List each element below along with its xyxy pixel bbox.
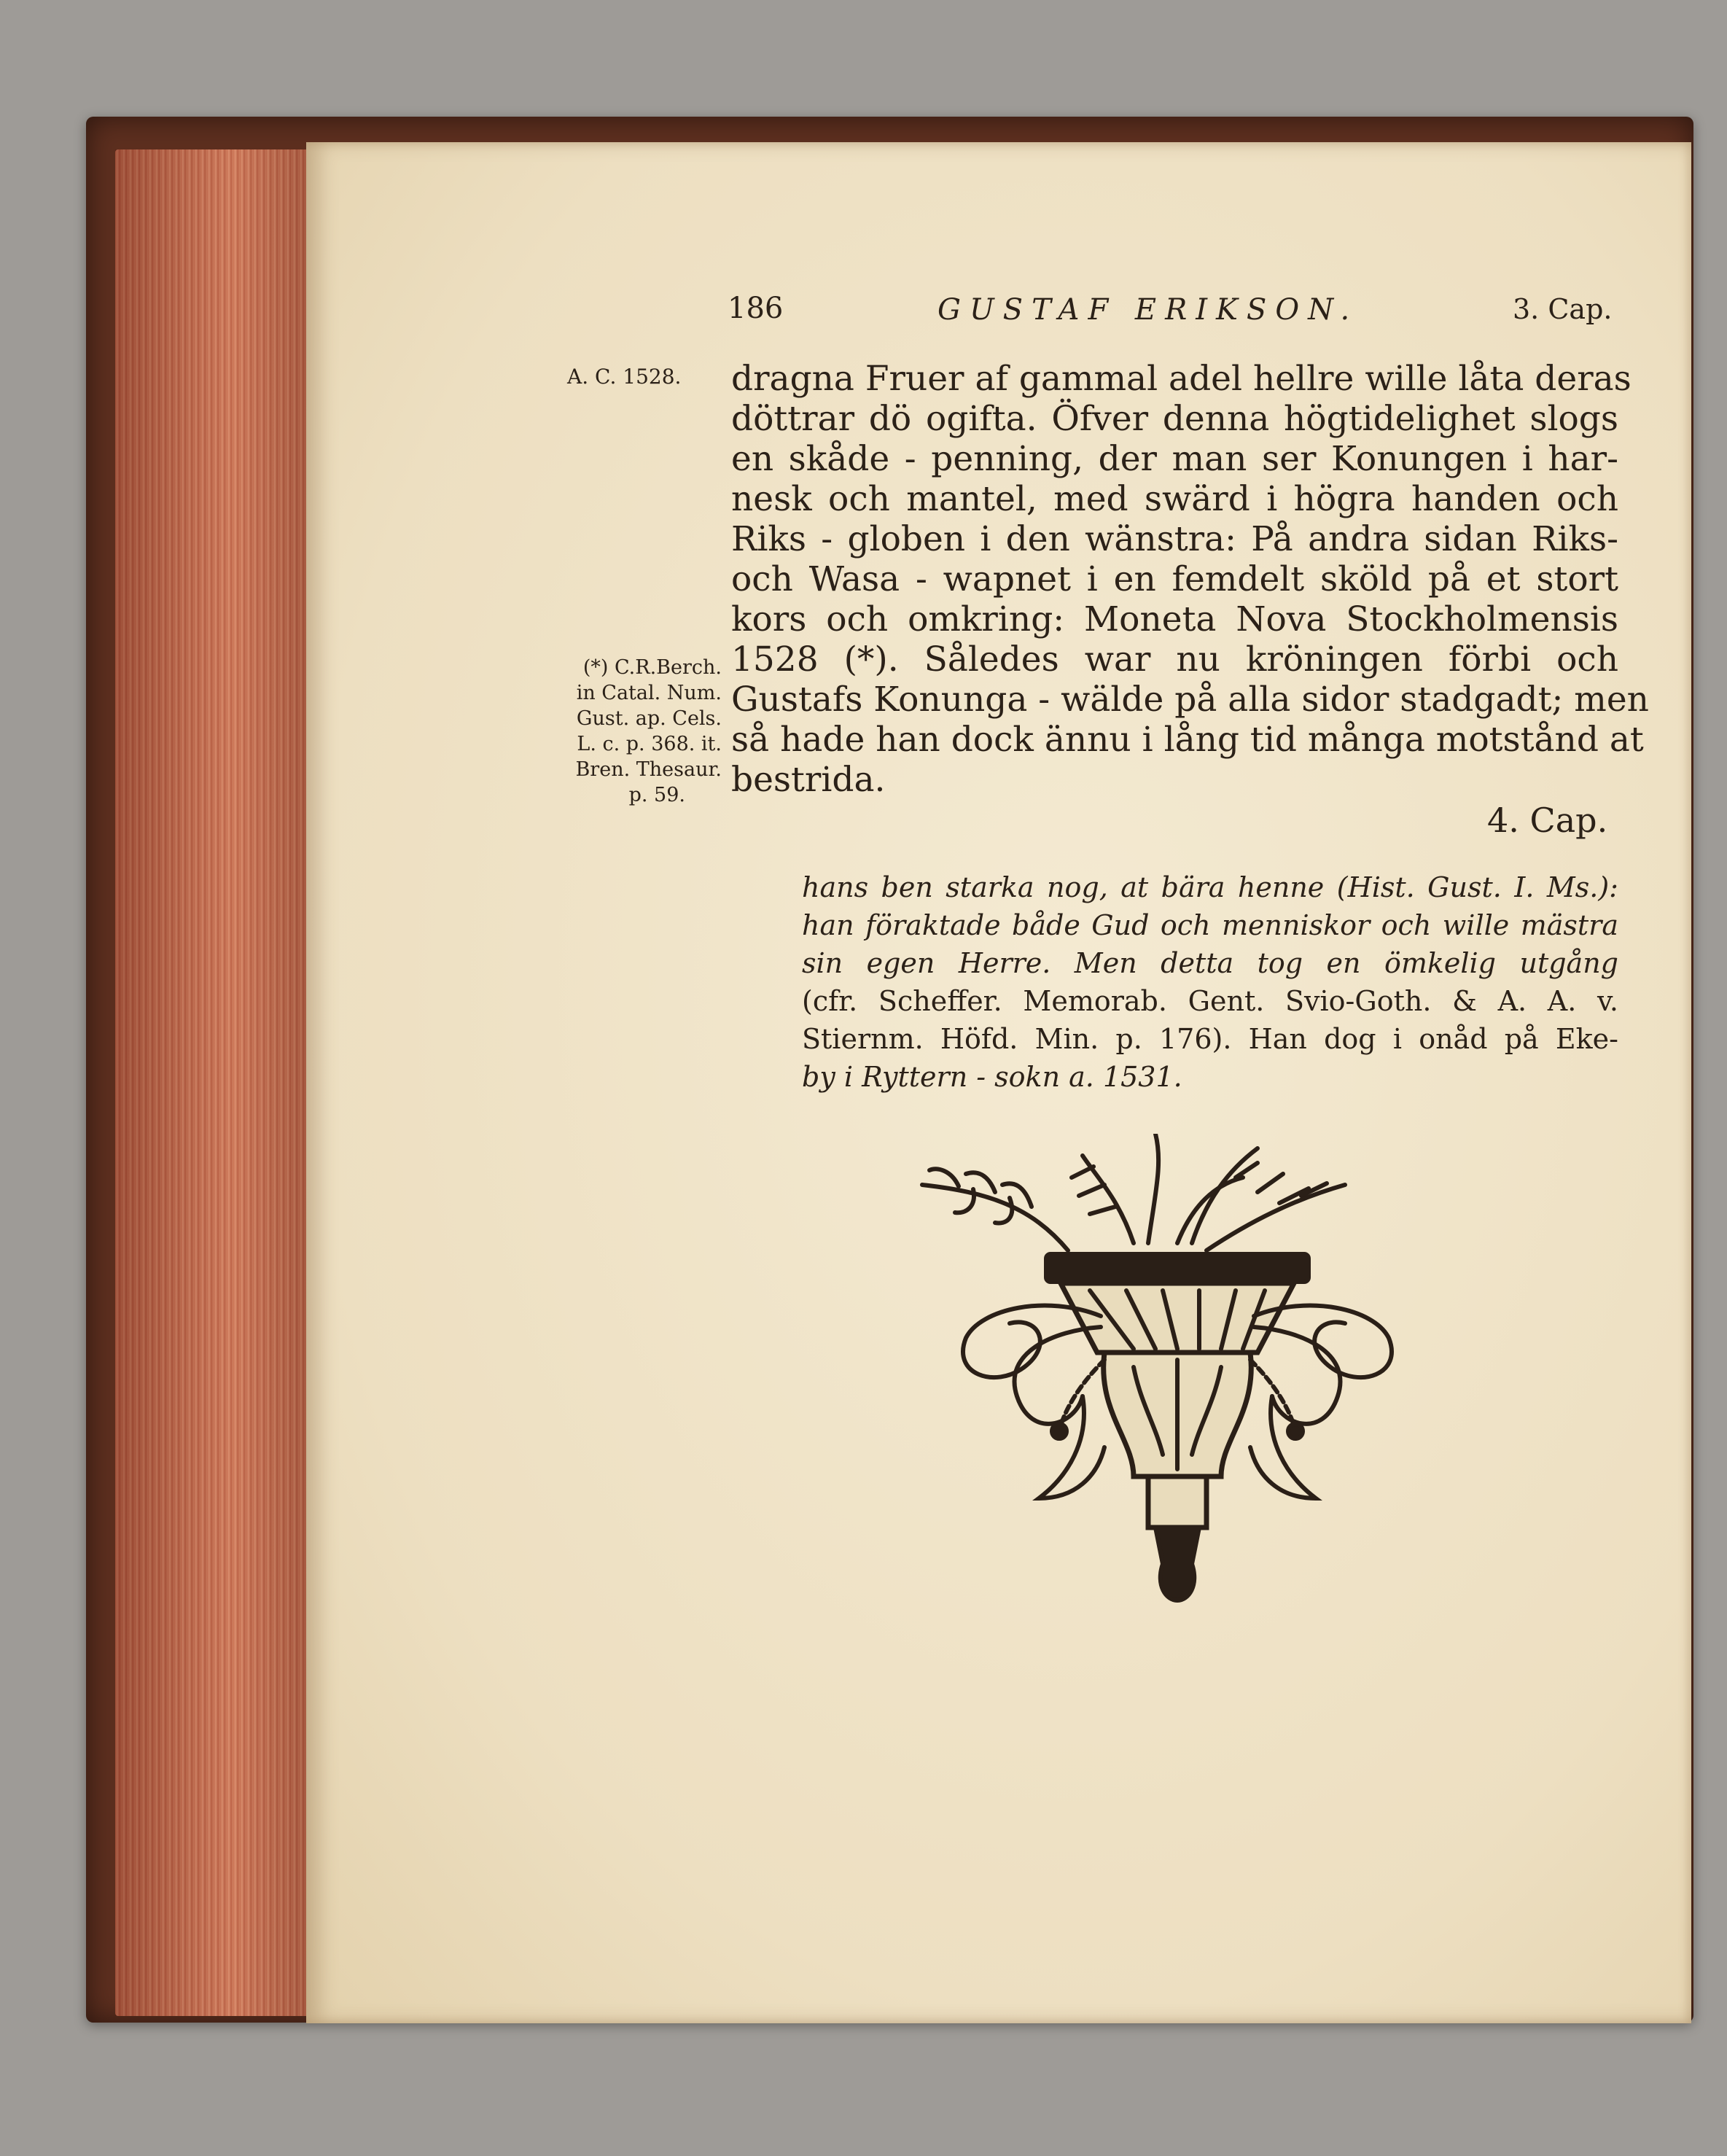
body-text-line: 1528 (*). Således war nu kröningen förbi och <box>731 639 1618 680</box>
body-text-line: så hade han dock ännu i lång tid många motstånd at <box>731 720 1644 760</box>
body-text-line: kors och omkring: Moneta Nova Stockholmensis <box>731 599 1618 639</box>
margin-citation-line: (*) C.R.Berch. <box>582 656 722 679</box>
body-text-line: dragna Fruer af gammal adel hellre wille låta deras <box>731 359 1632 399</box>
margin-citation-line: Gust. ap. Cels. <box>576 707 722 730</box>
body-text-line: Gustafs Konunga - wälde på alla sidor stadgadt; men <box>731 680 1649 720</box>
body-text-line: en skåde - penning, der man ser Konungen i har- <box>731 439 1618 479</box>
page-number: 186 <box>728 292 784 325</box>
body-text-line: Riks - globen i den wänstra: På andra sidan Riks- <box>731 519 1618 559</box>
margin-citation-line: p. 59. <box>628 784 685 806</box>
floral-urn-ornament-icon <box>915 1134 1440 1615</box>
running-title: GUSTAF ERIKSON. <box>937 293 1359 327</box>
page-edges <box>115 149 312 2016</box>
footnote-line: sin egen Herre. Men detta tog en ömkelig utgång <box>802 947 1618 979</box>
footnote-line: hans ben starka nog, at bära henne (Hist. Gust. I. Ms.): <box>802 871 1618 903</box>
chapter-reference: 3. Cap. <box>1513 293 1613 325</box>
margin-year: A. C. 1528. <box>567 365 682 389</box>
body-text-line: nesk och mantel, med swärd i högra handen och <box>731 479 1618 519</box>
catchword: 4. Cap. <box>1487 801 1608 840</box>
footnote-line: han föraktade både Gud och menniskor och wille mästra <box>802 909 1618 941</box>
body-text-line: bestrida. <box>731 760 886 800</box>
body-text-line: döttrar dö ogifta. Öfver denna högtidelighet slogs <box>731 399 1618 439</box>
body-text-line: och Wasa - wapnet i en femdelt sköld på et stort <box>731 559 1618 599</box>
margin-citation-line: L. c. p. 368. it. <box>577 733 722 755</box>
margin-citation-line: in Catal. Num. <box>576 682 722 704</box>
footnote-line: (cfr. Scheffer. Memorab. Gent. Svio-Goth. & A. A. v. <box>802 985 1618 1017</box>
footnote-line: by i Ryttern - sokn a. 1531. <box>802 1061 1182 1093</box>
footnote-line: Stiernm. Höfd. Min. p. 176). Han dog i onåd på Eke- <box>802 1023 1618 1055</box>
margin-citation-line: Bren. Thesaur. <box>575 758 722 781</box>
